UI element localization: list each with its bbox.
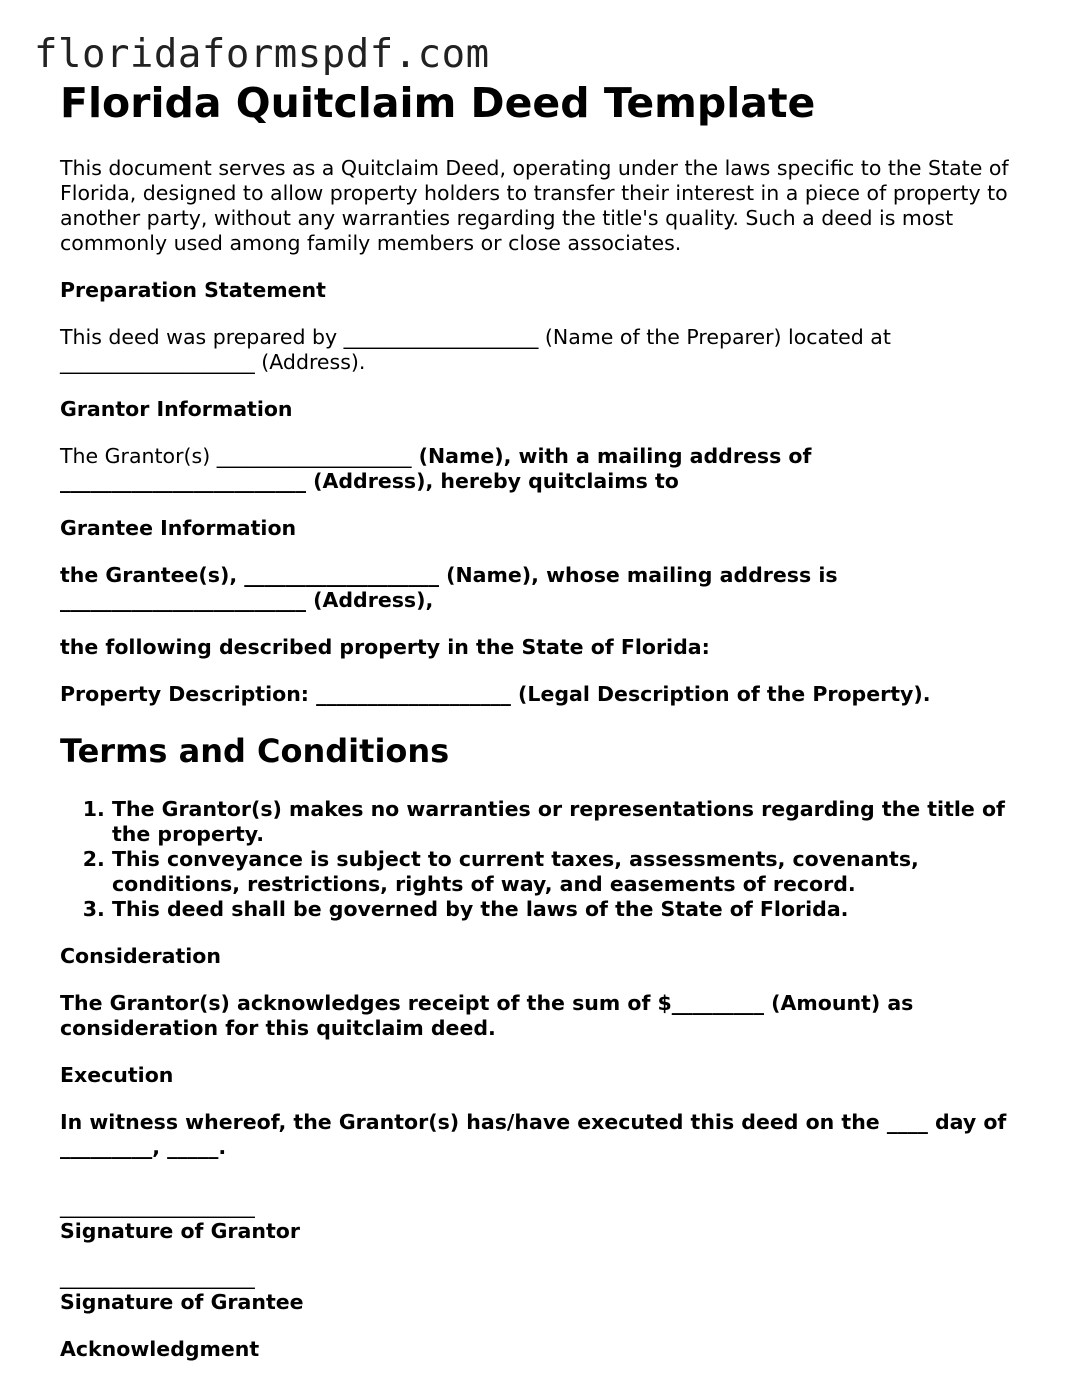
terms-heading: Terms and Conditions — [60, 732, 450, 770]
document-title: Florida Quitclaim Deed Template — [60, 79, 816, 127]
execution-heading: Execution — [60, 1063, 174, 1087]
grantor-text — [60, 444, 1030, 494]
consideration-text: The Grantor(s) acknowledges receipt of the sum of $_________ (Amount) as consideration for this quitclaim deed. — [60, 991, 914, 1040]
property-description: Property Description: ___________________ (Legal Description of the Property). — [60, 682, 931, 706]
grantor-rest: (Name), with a mailing address of ________________________ (Address), hereby quitclaims to — [60, 444, 812, 493]
property-intro: the following described property in the State of Florida: — [60, 635, 710, 659]
document-body — [60, 78, 1030, 1362]
grantor-lead: The Grantor(s) ___________________ — [60, 444, 412, 468]
grantee-text: the Grantee(s), ___________________ (Name), whose mailing address is ________________________ (Address), — [60, 563, 838, 612]
grantee-signature-label: Signature of Grantee — [60, 1290, 304, 1314]
grantee-signature-line: ___________________ — [60, 1265, 255, 1289]
execution-text: In witness whereof, the Grantor(s) has/have executed this deed on the ____ day of _________, _____. — [60, 1110, 1007, 1159]
grantee-heading: Grantee Information — [60, 516, 297, 540]
intro-paragraph: This document serves as a Quitclaim Deed, operating under the laws specific to the State of Florida, designed to allow property holders to transfer their interest in a piece of property to another party, without any warranties regarding the title's quality. Such a deed is most commonly used among family members or close associates. — [60, 156, 1009, 255]
terms-item: 1. The Grantor(s) makes no warranties or representations regarding the title of the property. — [112, 797, 1030, 847]
acknowledgment-heading: Acknowledgment — [60, 1337, 260, 1361]
preparation-heading: Preparation Statement — [60, 278, 326, 302]
terms-list — [60, 797, 1030, 922]
terms-item: 2. This conveyance is subject to current taxes, assessments, covenants, conditions, restrictions, rights of way, and easements of record. — [112, 847, 1030, 897]
preparation-text: This deed was prepared by ___________________ (Name of the Preparer) located at ___________________ (Address). — [60, 325, 891, 374]
consideration-heading: Consideration — [60, 944, 221, 968]
grantor-heading: Grantor Information — [60, 397, 293, 421]
grantor-signature-label: Signature of Grantor — [60, 1219, 300, 1243]
grantor-signature-line: ___________________ — [60, 1194, 255, 1218]
site-watermark: floridaformspdf.com — [34, 32, 490, 77]
terms-item: 3. This deed shall be governed by the laws of the State of Florida. — [112, 897, 1030, 922]
